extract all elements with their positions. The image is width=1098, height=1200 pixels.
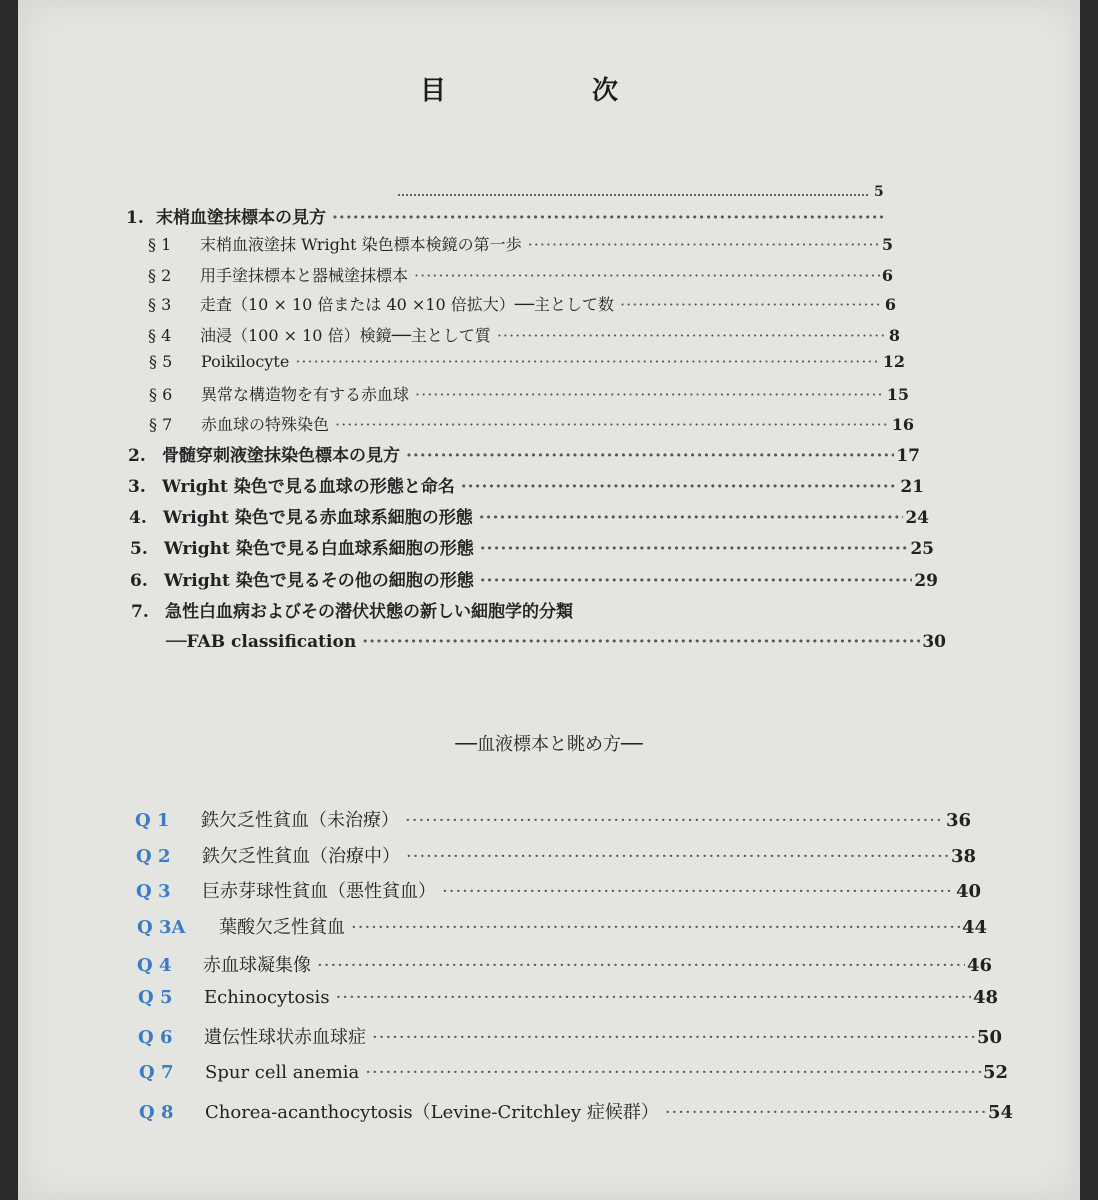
document-page (18, 0, 1080, 1200)
leader-dots (317, 955, 965, 976)
toc-entry (130, 566, 938, 591)
entry-page: 38 (950, 846, 976, 867)
leader-dots (405, 810, 944, 831)
entry-number: Q 1 (135, 810, 170, 831)
entry-page: 16 (891, 415, 914, 434)
entry-page: 44 (961, 917, 987, 938)
entry-label: 異常な構造物を有する赤血球 (201, 385, 410, 404)
entry-page: 30 (922, 632, 946, 652)
entry-label: 急性白血病およびその潜伏状態の新しい細胞学的分類 (165, 602, 573, 622)
toc-entry (136, 842, 976, 868)
leader-dots (372, 1027, 975, 1048)
leader-dots (335, 415, 890, 434)
toc-entry (137, 913, 987, 939)
entry-number: 4. (129, 508, 147, 528)
entry-number: 5. (130, 539, 148, 559)
entry-label: Wright 染色で見るその他の細胞の形態 (164, 571, 474, 591)
entry-page: 29 (914, 571, 938, 591)
toc-entry (149, 352, 905, 371)
toc-entry (139, 1062, 1008, 1083)
entry-label: 鉄欠乏性貧血（未治療） (201, 810, 399, 831)
entry-label: Poikilocyte (201, 352, 290, 371)
top-page-number: 5 (874, 184, 884, 200)
entry-page: 6 (881, 266, 893, 285)
toc-entry (137, 951, 992, 977)
toc-entry (148, 292, 896, 315)
toc-entry-continuation (166, 632, 946, 652)
entry-page: 17 (896, 446, 920, 466)
toc-entry (128, 441, 920, 466)
entry-label: ──FAB classification (166, 632, 357, 652)
toc-entry (148, 323, 900, 346)
leader-dots (461, 477, 899, 497)
leader-dots (665, 1102, 986, 1123)
entry-page: 5 (881, 235, 893, 254)
leader-dots (480, 539, 909, 559)
entry-label: 末梢血塗抹標本の見方 (156, 208, 326, 228)
entry-number: Q 5 (138, 987, 173, 1008)
entry-label: Chorea-acanthocytosis（Levine-Critchley 症候群） (205, 1102, 659, 1123)
entry-number: 1. (126, 208, 144, 228)
entry-page: 24 (905, 508, 929, 528)
entry-page: 40 (955, 881, 981, 902)
entry-number: Q 8 (139, 1102, 174, 1123)
entry-page: 12 (882, 352, 905, 371)
toc-entry (149, 412, 914, 435)
toc-entry (138, 987, 998, 1008)
entry-number: 2. (128, 446, 146, 466)
leader-dots (362, 632, 920, 652)
entry-label: Echinocytosis (204, 987, 330, 1008)
leader-dots (480, 571, 913, 591)
entry-page: 46 (966, 955, 992, 976)
entry-number: § 4 (148, 326, 172, 345)
entry-page: 52 (982, 1062, 1008, 1083)
toc-entry (130, 534, 934, 559)
leader-dots (620, 295, 883, 314)
toc-entry (136, 877, 981, 903)
entry-page: 54 (987, 1102, 1013, 1123)
entry-number: § 2 (148, 266, 172, 285)
toc-entry (128, 472, 924, 497)
entry-number: Q 3A (137, 917, 186, 938)
entry-number: Q 3 (136, 881, 171, 902)
entry-label: 赤血球の特殊染色 (201, 415, 330, 434)
entry-number: Q 6 (138, 1027, 173, 1048)
toc-entry (131, 597, 831, 622)
leader-dots (406, 446, 894, 466)
entry-label: 鉄欠乏性貧血（治療中） (202, 846, 400, 867)
entry-label: 油浸（100 × 10 倍）検鏡──主として質 (200, 326, 491, 345)
leader-dots (336, 987, 971, 1008)
entry-label: 遺伝性球状赤血球症 (204, 1027, 366, 1048)
toc-entry (138, 1023, 1002, 1049)
entry-label: Wright 染色で見る赤血球系細胞の形態 (163, 508, 473, 528)
leader-dots (295, 352, 880, 371)
entry-label: 葉酸欠乏性貧血 (219, 917, 345, 938)
entry-label: 走査（10 × 10 倍または 40 ×10 倍拡大）──主として数 (200, 295, 615, 314)
toc-entry (126, 203, 886, 228)
toc-entry (135, 806, 971, 832)
entry-label: Spur cell anemia (205, 1062, 360, 1083)
entry-label: Wright 染色で見る白血球系細胞の形態 (164, 539, 474, 559)
entry-label: 用手塗抹標本と器械塗抹標本 (200, 266, 409, 285)
entry-page: 36 (945, 810, 971, 831)
entry-number: § 7 (149, 415, 173, 434)
leader-dots (497, 326, 887, 345)
entry-number: Q 4 (137, 955, 172, 976)
leader-dots (415, 385, 885, 404)
section-heading: ──血液標本と眺め方── (455, 734, 643, 755)
toc-entry (139, 1098, 1013, 1124)
entry-number: 7. (131, 602, 149, 622)
entry-number: 6. (130, 571, 148, 591)
toc-entry (148, 232, 893, 255)
entry-page: 15 (886, 385, 909, 404)
entry-label: 巨赤芽球性貧血（悪性貧血） (202, 881, 436, 902)
entry-number: Q 7 (139, 1062, 174, 1083)
entry-label: 骨髄穿刺液塗抹染色標本の見方 (162, 446, 400, 466)
entry-number: § 6 (149, 385, 173, 404)
leader-dots (365, 1062, 981, 1083)
entry-number: § 5 (149, 352, 173, 371)
leader-dots (442, 881, 954, 902)
entry-label: 赤血球凝集像 (203, 955, 311, 976)
page-title: 目 次 (419, 76, 678, 106)
entry-number: 3. (128, 477, 146, 497)
leader-dots (332, 208, 884, 228)
leader-dots (528, 235, 880, 254)
toc-entry (129, 503, 929, 528)
top-leader-line (398, 194, 868, 196)
toc-entry (149, 382, 909, 405)
leader-dots (351, 917, 960, 938)
entry-page: 21 (900, 477, 924, 497)
entry-page: 6 (884, 295, 896, 314)
entry-number: § 3 (148, 295, 172, 314)
entry-label: 末梢血液塗抹 Wright 染色標本検鏡の第一歩 (200, 235, 522, 254)
leader-dots (414, 266, 880, 285)
leader-dots (406, 846, 949, 867)
toc-entry (148, 263, 893, 286)
entry-number: Q 2 (136, 846, 171, 867)
leader-dots (479, 508, 904, 528)
entry-page: 25 (910, 539, 934, 559)
entry-page: 50 (976, 1027, 1002, 1048)
entry-label: Wright 染色で見る血球の形態と命名 (162, 477, 455, 497)
entry-number: § 1 (148, 235, 172, 254)
entry-page: 8 (888, 326, 900, 345)
entry-page: 48 (972, 987, 998, 1008)
